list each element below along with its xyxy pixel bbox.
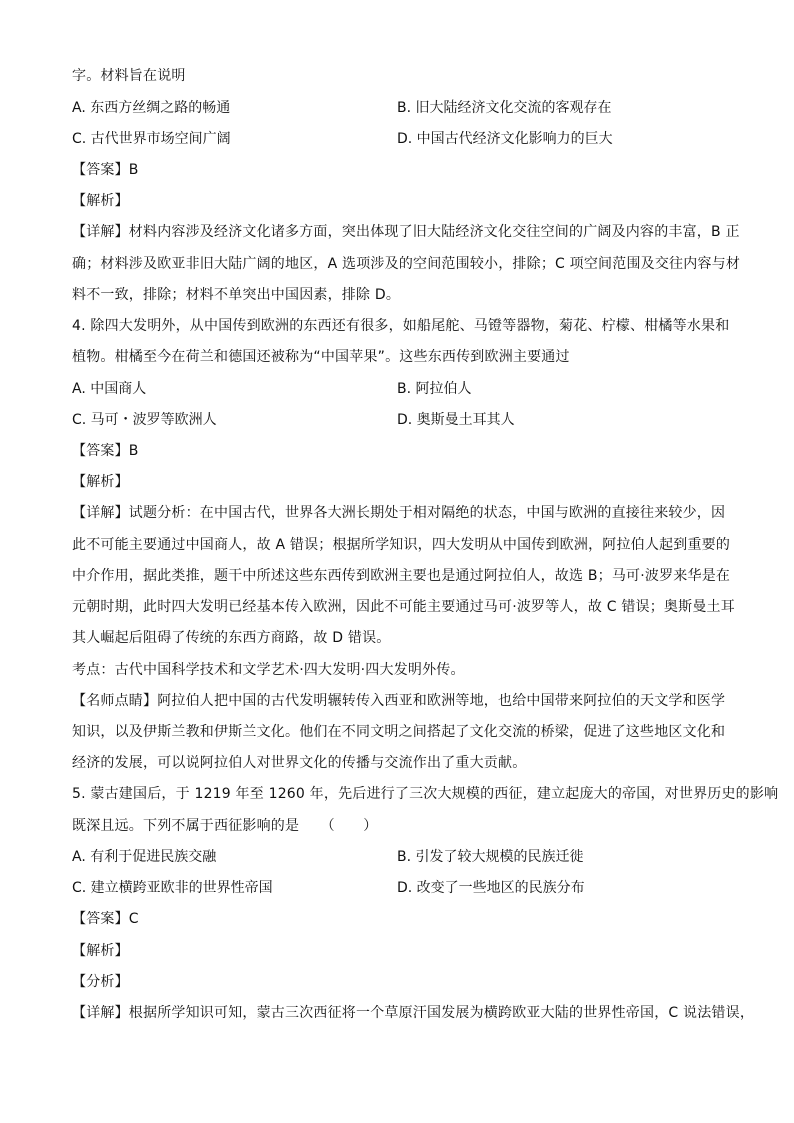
q5-detail-line: 【详解】根据所学知识可知，蒙古三次西征将一个草原汗国发展为横跨欧亚大陆的世界性帝国，C 说法错误， bbox=[72, 1005, 755, 1021]
q5-option-c: C. 建立横跨亚欧非的世界性帝国 bbox=[72, 880, 273, 896]
q4-answer: 【答案】B bbox=[72, 443, 139, 459]
q3-option-b: B. 旧大陆经济文化交流的客观存在 bbox=[397, 100, 612, 116]
q4-detail-line: 其人崛起后阻碍了传统的东西方商路，故 D 错误。 bbox=[72, 630, 391, 646]
q3-option-d: D. 中国古代经济文化影响力的巨大 bbox=[397, 131, 613, 147]
q4-option-d: D. 奥斯曼土耳其人 bbox=[397, 412, 515, 428]
q5-option-d: D. 改变了一些地区的民族分布 bbox=[397, 880, 585, 896]
q5-stem-line: 既深且远。下列不属于西征影响的是 （ ） bbox=[72, 818, 378, 834]
q4-kaodian: 考点：古代中国科学技术和文学艺术·四大发明·四大发明外传。 bbox=[72, 662, 465, 678]
q3-detail-line: 料不一致，排除；材料不单突出中国因素，排除 D。 bbox=[72, 287, 401, 303]
q3-option-c: C. 古代世界市场空间广阔 bbox=[72, 131, 231, 147]
q3-stem: 字。材料旨在说明 bbox=[72, 68, 186, 84]
q4-detail-line: 此不可能主要通过中国商人，故 A 错误；根据所学知识，四大发明从中国传到欧洲，阿拉伯人起到重要的 bbox=[72, 537, 731, 553]
q5-analysis-label: 【解析】 bbox=[72, 943, 129, 959]
q4-option-a: A. 中国商人 bbox=[72, 381, 147, 397]
q5-answer: 【答案】C bbox=[72, 911, 139, 927]
q4-stem-line: 4. 除四大发明外，从中国传到欧洲的东西还有很多，如船尾舵、马镫等器物，菊花、柠檬、柑橘等水果和 bbox=[72, 318, 730, 334]
q3-analysis-label: 【解析】 bbox=[72, 193, 129, 209]
q4-tips-line: 经济的发展，可以说阿拉伯人对世界文化的传播与交流作出了重大贡献。 bbox=[72, 755, 527, 771]
q3-option-a: A. 东西方丝绸之路的畅通 bbox=[72, 100, 231, 116]
q5-fenxi-label: 【分析】 bbox=[72, 974, 129, 990]
q4-stem-line: 植物。柑橘至今在荷兰和德国还被称为“中国苹果”。这些东西传到欧洲主要通过 bbox=[72, 349, 570, 365]
q4-detail-line: 【详解】试题分析：在中国古代，世界各大洲长期处于相对隔绝的状态，中国与欧洲的直接往来较少，因 bbox=[72, 505, 726, 521]
q3-detail-line: 确；材料涉及欧亚非旧大陆广阔的地区，A 选项涉及的空间范围较小，排除；C 项空间范围及交往内容与材 bbox=[72, 256, 741, 272]
q4-tips-line: 知识，以及伊斯兰教和伊斯兰文化。他们在不同文明之间搭起了文化交流的桥梁，促进了这些地区文化和 bbox=[72, 724, 726, 740]
q4-tips-line: 【名师点睛】阿拉伯人把中国的古代发明辗转传入西亚和欧洲等地，也给中国带来阿拉伯的天文学和医学 bbox=[72, 693, 726, 709]
q4-option-c: C. 马可・波罗等欧洲人 bbox=[72, 412, 217, 428]
q5-option-a: A. 有利于促进民族交融 bbox=[72, 849, 217, 865]
q4-detail-line: 中介作用，据此类推，题干中所述这些东西传到欧洲主要也是通过阿拉伯人，故选 B；马可·波罗来华是在 bbox=[72, 568, 731, 584]
q5-option-b: B. 引发了较大规模的民族迁徙 bbox=[397, 849, 584, 865]
q4-detail-line: 元朝时期，此时四大发明已经基本传入欧洲，因此不可能主要通过马可·波罗等人，故 C 错误；奥斯曼土耳 bbox=[72, 599, 735, 615]
q3-answer: 【答案】B bbox=[72, 162, 139, 178]
q4-analysis-label: 【解析】 bbox=[72, 474, 129, 490]
q3-detail-line: 【详解】材料内容涉及经济文化诸多方面，突出体现了旧大陆经济文化交往空间的广阔及内容的丰富，B 正 bbox=[72, 224, 740, 240]
q5-stem-line: 5. 蒙古建国后，于 1219 年至 1260 年，先后进行了三次大规模的西征，建立起庞大的帝国，对世界历史的影响 bbox=[72, 786, 779, 802]
q4-option-b: B. 阿拉伯人 bbox=[397, 381, 472, 397]
